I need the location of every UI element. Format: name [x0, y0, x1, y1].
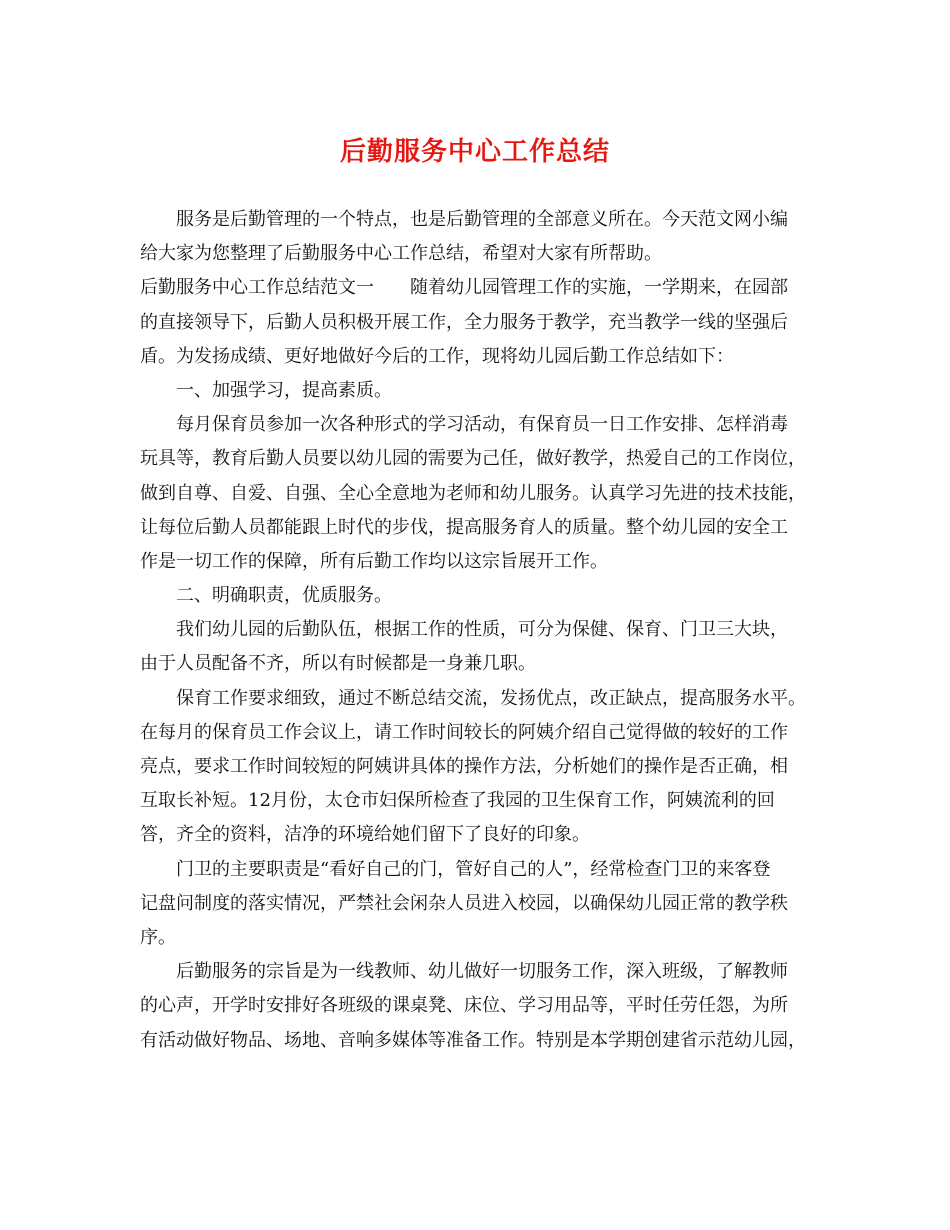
- line-text: 互取长补短。12月份，太仓市妇保所检查了我园的卫生保育工作，阿姨流利的回: [140, 790, 775, 812]
- paragraph-line: [140, 784, 822, 818]
- document-title: 后勤服务中心工作总结: [339, 137, 610, 167]
- line-text: 二、明确职责，优质服务。: [176, 585, 392, 607]
- paragraph-line: [140, 340, 822, 374]
- line-text: 给大家为您整理了后勤服务中心工作总结，希望对大家有所帮助。: [140, 243, 662, 265]
- line-text: 让每位后勤人员都能跟上时代的步伐，提高服务育人的质量。整个幼儿园的安全工: [140, 516, 788, 538]
- line-text: 玩具等，教育后勤人员要以幼儿园的需要为己任，做好教学，热爱自己的工作岗位，: [140, 448, 806, 470]
- line-text: 门卫的主要职责是“看好自己的门，管好自己的人”，经常检查门卫的来客登: [176, 858, 771, 880]
- line-text: 服务是后勤管理的一个特点，也是后勤管理的全部意义所在。今天范文网小编: [176, 209, 788, 230]
- paragraph-line: [140, 955, 822, 989]
- line-text: 后勤服务的宗旨是为一线教师、幼儿做好一切服务工作，深入班级，了解教师: [176, 961, 788, 983]
- paragraph-line: [140, 203, 822, 237]
- line-text: 有活动做好物品、场地、音响多媒体等准备工作。特别是本学期创建省示范幼儿园，: [140, 1029, 806, 1051]
- line-text: 在每月的保育员工作会议上，请工作时间较长的阿姨介绍自己觉得做的较好的工作: [140, 721, 788, 743]
- line-text: 记盘问制度的落实情况，严禁社会闲杂人员进入校园，以确保幼儿园正常的教学秩: [140, 892, 788, 914]
- line-text-continued: 随着幼儿园管理工作的实施，一学期来，在园部: [410, 277, 788, 299]
- line-text: 后勤服务中心工作总结范文一: [140, 277, 374, 299]
- paragraph-line: [140, 1024, 822, 1058]
- paragraph-line: [140, 647, 822, 681]
- paragraph-line: [140, 374, 822, 408]
- paragraph-line: [140, 716, 822, 750]
- paragraph-line: [140, 477, 822, 511]
- paragraph-line: [140, 271, 822, 305]
- paragraph-line: [140, 545, 822, 579]
- paragraph-line: [140, 818, 822, 852]
- line-text: 一、加强学习，提高素质。: [176, 379, 392, 401]
- paragraph-line: [140, 887, 822, 921]
- line-text: 序。: [140, 926, 176, 948]
- line-text: 我们幼儿园的后勤队伍，根据工作的性质，可分为保健、保育、门卫三大块，: [176, 619, 788, 641]
- line-text: 的直接领导下，后勤人员积极开展工作，全力服务于教学，充当教学一线的坚强后: [140, 311, 788, 333]
- line-text: 作是一切工作的保障，所有后勤工作均以这宗旨展开工作。: [140, 550, 608, 572]
- line-text: 保育工作要求细致，通过不断总结交流，发扬优点，改正缺点，提高服务水平。: [176, 687, 806, 709]
- line-text: 盾。为发扬成绩、更好地做好今后的工作，现将幼儿园后勤工作总结如下：: [140, 345, 734, 367]
- paragraph-line: [140, 442, 822, 476]
- paragraph-line: [140, 237, 822, 271]
- paragraph-line: [140, 408, 822, 442]
- line-text: 由于人员配备不齐，所以有时候都是一身兼几职。: [140, 653, 536, 675]
- paragraph-line: [140, 613, 822, 647]
- line-text: 每月保育员参加一次各种形式的学习活动，有保育员一日工作安排、怎样消毒: [176, 414, 788, 436]
- paragraph-line: [140, 306, 822, 340]
- paragraph-line: [140, 921, 822, 955]
- line-text: 答，齐全的资料，洁净的环境给她们留下了良好的印象。: [140, 824, 590, 846]
- line-text: 亮点，要求工作时间较短的阿姨讲具体的操作方法，分析她们的操作是否正确，相: [140, 756, 788, 777]
- paragraph-line: [140, 511, 822, 545]
- paragraph-line: [140, 682, 822, 716]
- line-text: 做到自尊、自爱、自强、全心全意地为老师和幼儿服务。认真学习先进的技术技能，: [140, 482, 806, 504]
- paragraph-line: [140, 579, 822, 613]
- line-text: 的心声，开学时安排好各班级的课桌凳、床位、学习用品等，平时任劳任怨，为所: [140, 995, 788, 1017]
- paragraph-line: [140, 853, 822, 887]
- paragraph-line: [140, 989, 822, 1023]
- document-body: [140, 203, 822, 1058]
- paragraph-line: [140, 750, 822, 784]
